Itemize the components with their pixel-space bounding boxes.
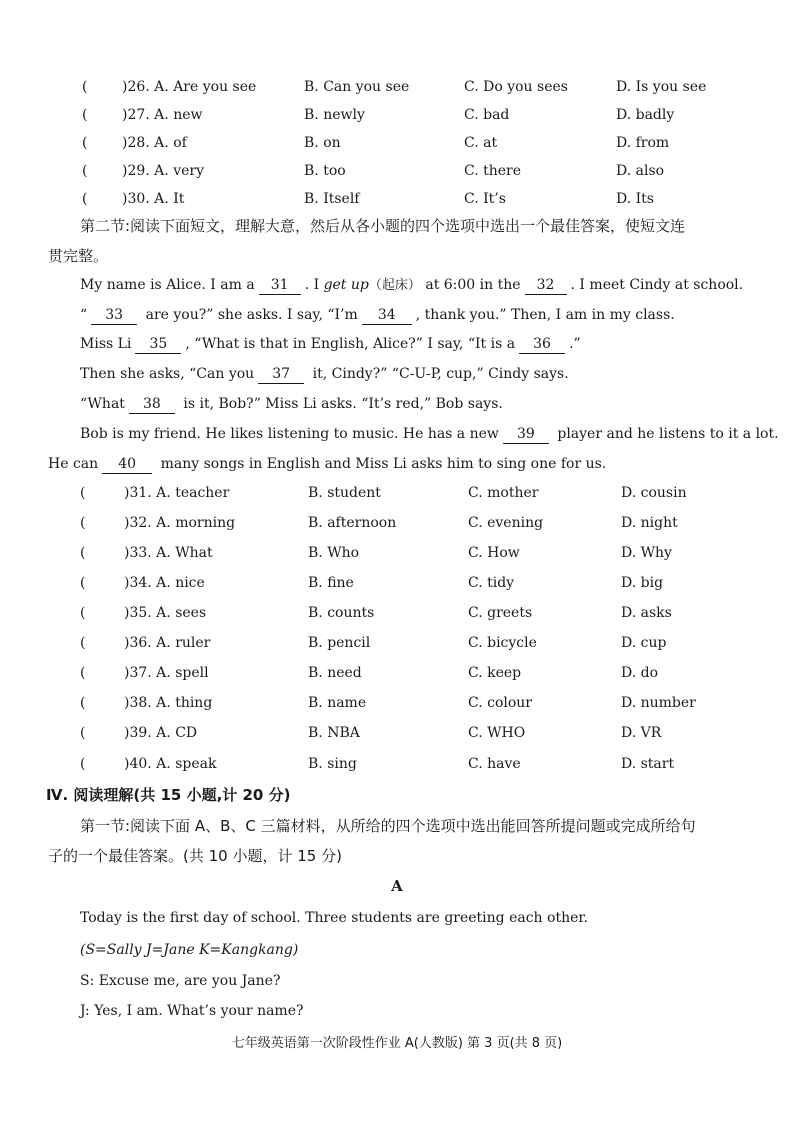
- section2-instruction-line2: 贯完整。: [48, 247, 109, 265]
- blank-37: 37: [258, 365, 304, 384]
- option-b: B. NBA: [308, 725, 360, 741]
- passage-text: He can: [48, 456, 99, 472]
- blank-36: 36: [519, 335, 565, 354]
- passage-text: . I meet Cindy at school.: [570, 277, 744, 293]
- question-34: [78, 572, 758, 594]
- option-a: )32. A. morning: [124, 515, 236, 531]
- option-a: )30. A. It: [122, 191, 185, 207]
- passage-text: many songs in English and Miss Li asks him to sing one for us.: [156, 456, 607, 472]
- passage-line-5: [80, 393, 760, 415]
- option-c: C. How: [468, 545, 520, 561]
- option-c: C. greets: [468, 605, 533, 621]
- option-c: C. tidy: [468, 575, 515, 591]
- option-a: )37. A. spell: [124, 665, 209, 681]
- option-b: B. pencil: [308, 635, 371, 651]
- passage-italic: get up: [323, 277, 369, 293]
- answer-paren: (: [80, 635, 86, 651]
- option-c: C. keep: [468, 665, 522, 681]
- answer-paren: (: [80, 665, 86, 681]
- blank-33: 33: [91, 306, 137, 325]
- passage-line-4: [80, 363, 760, 385]
- option-c: C. WHO: [468, 725, 526, 741]
- answer-paren: (: [80, 605, 86, 621]
- option-d: D. from: [616, 135, 670, 151]
- answer-paren: (: [80, 695, 86, 711]
- option-d: D. cousin: [621, 485, 687, 501]
- option-a: )36. A. ruler: [124, 635, 211, 651]
- passage-text: is it, Bob?” Miss Li asks. “It’s red,” Bob says.: [178, 396, 503, 412]
- option-d: D. also: [616, 163, 665, 179]
- answer-paren: (: [82, 107, 88, 123]
- option-d: D. big: [621, 575, 664, 591]
- option-a: )34. A. nice: [124, 575, 205, 591]
- passage-text: Miss Li: [80, 336, 132, 352]
- page-footer: 七年级英语第一次阶段性作业 A(人教版) 第 3 页(共 8 页): [231, 1036, 563, 1051]
- passage-text: Then she asks, “Can you: [80, 366, 255, 382]
- question-30: [78, 188, 758, 210]
- option-c: C. evening: [468, 515, 544, 531]
- question-33: [78, 542, 758, 564]
- option-d: D. Why: [621, 545, 672, 561]
- option-c: C. Do you sees: [464, 79, 568, 95]
- option-c: C. bicycle: [468, 635, 537, 651]
- passage-text: player and he listens to it a lot.: [552, 426, 779, 442]
- passage-line-7: [48, 453, 728, 475]
- option-b: B. name: [308, 695, 367, 711]
- option-c: C. at: [464, 135, 498, 151]
- answer-paren: (: [80, 485, 86, 501]
- blank-39: 39: [503, 425, 549, 444]
- option-b: B. Itself: [304, 191, 360, 207]
- option-b: B. Who: [308, 545, 360, 561]
- option-d: D. start: [621, 756, 675, 772]
- answer-paren: (: [82, 163, 88, 179]
- blank-34: 34: [362, 306, 412, 325]
- part4-heading: Ⅳ. 阅读理解(共 15 小题,计 20 分): [46, 786, 291, 804]
- question-32: [78, 512, 758, 534]
- blank-38: 38: [129, 395, 175, 414]
- answer-paren: (: [82, 135, 88, 151]
- option-c: C. bad: [464, 107, 510, 123]
- option-a: )38. A. thing: [124, 695, 213, 711]
- answer-paren: (: [80, 756, 86, 772]
- passage-text: . I: [304, 277, 324, 293]
- dialogue-line-sally: S: Excuse me, are you Jane?: [80, 973, 281, 989]
- passage-line-1: [80, 274, 760, 297]
- option-d: D. night: [621, 515, 678, 531]
- passage-line-6: [80, 423, 779, 445]
- passage-text: , “What is that in English, Alice?” I say, “It is a: [185, 336, 516, 352]
- option-d: D. badly: [616, 107, 675, 123]
- blank-32: 32: [525, 276, 567, 295]
- option-d: D. VR: [621, 725, 662, 741]
- passage-line-2: [80, 304, 760, 326]
- option-a: )31. A. teacher: [124, 485, 230, 501]
- passage-text: Bob is my friend. He likes listening to music. He has a new: [80, 426, 499, 442]
- question-39: [78, 722, 758, 744]
- passage-line-3: [80, 333, 760, 355]
- answer-paren: (: [80, 575, 86, 591]
- passage-text: , thank you.” Then, I am in my class.: [415, 307, 675, 323]
- part4-instruction-line2: 子的一个最佳答案。(共 10 小题，计 15 分): [48, 847, 342, 865]
- question-29: [78, 160, 758, 182]
- option-b: B. need: [308, 665, 362, 681]
- option-d: D. Its: [616, 191, 654, 207]
- question-40: [78, 753, 758, 775]
- passage-text: “: [80, 307, 88, 323]
- option-c: C. It’s: [464, 191, 506, 207]
- passage-text: it, Cindy?” “C-U-P, cup,” Cindy says.: [308, 366, 569, 382]
- option-c: C. colour: [468, 695, 532, 711]
- passage-text: “What: [80, 396, 125, 412]
- option-a: )29. A. very: [122, 163, 204, 179]
- question-26: [78, 76, 758, 98]
- option-b: B. sing: [308, 756, 357, 772]
- option-b: B. newly: [304, 107, 365, 123]
- option-a: )27. A. new: [122, 107, 203, 123]
- dialogue-line-jane: J: Yes, I am. What’s your name?: [80, 1003, 304, 1019]
- option-a: )35. A. sees: [124, 605, 207, 621]
- passage-a-title: A: [391, 877, 403, 895]
- question-37: [78, 662, 758, 684]
- section2-instruction-line1: 第二节:阅读下面短文，理解大意，然后从各小题的四个选项中选出一个最佳答案，使短文连: [80, 217, 686, 235]
- option-d: D. asks: [621, 605, 672, 621]
- option-a: )40. A. speak: [124, 756, 217, 772]
- option-a: )28. A. of: [122, 135, 187, 151]
- option-b: B. too: [304, 163, 346, 179]
- answer-paren: (: [80, 545, 86, 561]
- option-a: )26. A. Are you see: [122, 79, 257, 95]
- option-c: C. have: [468, 756, 521, 772]
- blank-31: 31: [259, 276, 301, 295]
- question-35: [78, 602, 758, 624]
- blank-40: 40: [102, 455, 152, 474]
- option-b: B. fine: [308, 575, 354, 591]
- option-c: C. mother: [468, 485, 539, 501]
- answer-paren: (: [80, 725, 86, 741]
- passage-text: My name is Alice. I am a: [80, 277, 255, 293]
- passage-text: at 6:00 in the: [420, 277, 521, 293]
- passage-text: are you?” she asks. I say, “I’m: [141, 307, 358, 323]
- option-b: B. on: [304, 135, 341, 151]
- option-a: )33. A. What: [124, 545, 213, 561]
- option-c: C. there: [464, 163, 522, 179]
- passage-a-legend: (S=Sally J=Jane K=Kangkang): [80, 942, 299, 958]
- option-b: B. afternoon: [308, 515, 397, 531]
- option-b: B. Can you see: [304, 79, 410, 95]
- option-d: D. do: [621, 665, 659, 681]
- passage-chinese-gloss: （起床）: [368, 278, 421, 293]
- option-d: D. number: [621, 695, 696, 711]
- question-27: [78, 104, 758, 126]
- passage-text: .”: [569, 336, 581, 352]
- passage-a-intro: Today is the first day of school. Three students are greeting each other.: [80, 910, 588, 926]
- question-36: [78, 632, 758, 654]
- option-d: D. Is you see: [616, 79, 707, 95]
- question-38: [78, 692, 758, 714]
- blank-35: 35: [135, 335, 181, 354]
- option-b: B. counts: [308, 605, 375, 621]
- option-d: D. cup: [621, 635, 667, 651]
- part4-instruction-line1: 第一节:阅读下面 A、B、C 三篇材料，从所给的四个选项中选出能回答所提问题或完成所给句: [80, 817, 696, 835]
- question-31: [78, 482, 758, 504]
- option-a: )39. A. CD: [124, 725, 198, 741]
- answer-paren: (: [82, 79, 88, 95]
- option-b: B. student: [308, 485, 381, 501]
- answer-paren: (: [82, 191, 88, 207]
- question-28: [78, 132, 758, 154]
- answer-paren: (: [80, 515, 86, 531]
